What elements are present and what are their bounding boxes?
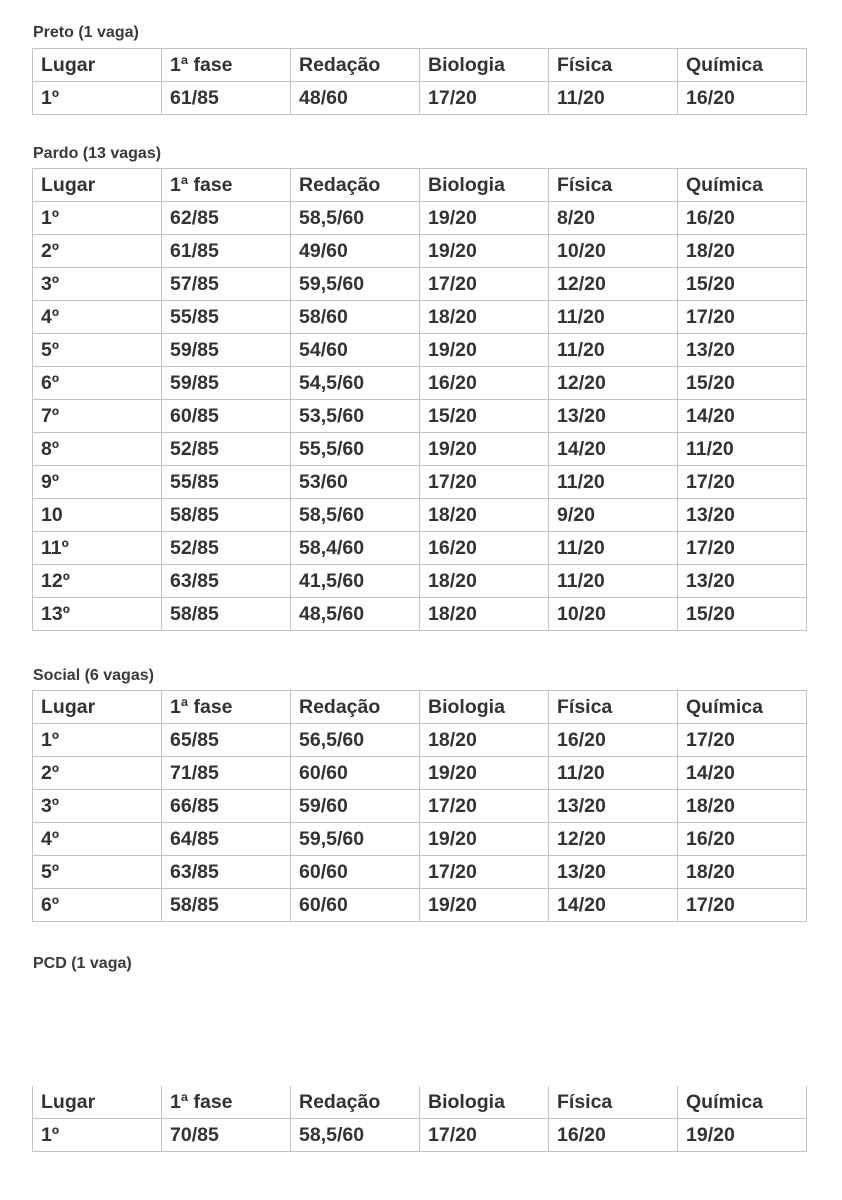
table-cell: 58/85: [162, 499, 291, 532]
table-row: [33, 82, 807, 115]
table-cell: 18/20: [420, 598, 549, 631]
table-cell: 66/85: [162, 790, 291, 823]
table-cell: 58,4/60: [291, 532, 420, 565]
table-cell: 10/20: [549, 235, 678, 268]
table-cell: 14/20: [549, 433, 678, 466]
table-row: [33, 790, 807, 823]
table-cell: 56,5/60: [291, 724, 420, 757]
table-cell: 18/20: [678, 856, 807, 889]
table-header-row: [33, 49, 807, 82]
table-row: [33, 856, 807, 889]
table-cell: 59/85: [162, 367, 291, 400]
table-cell: 19/20: [420, 235, 549, 268]
table-cell: 71/85: [162, 757, 291, 790]
table-cell: 17/20: [420, 466, 549, 499]
table-cell: 53,5/60: [291, 400, 420, 433]
table-cell: 16/20: [420, 532, 549, 565]
table-cell: 59/60: [291, 790, 420, 823]
table-cell: 13/20: [549, 790, 678, 823]
table-cell: 13/20: [549, 856, 678, 889]
table-cell: 63/85: [162, 856, 291, 889]
table-cell: 60/60: [291, 889, 420, 922]
table-cell: 58/85: [162, 889, 291, 922]
column-header: 1ª fase: [162, 169, 291, 202]
section-title-pcd: PCD (1 vaga): [33, 955, 132, 972]
table-cell: 57/85: [162, 268, 291, 301]
table-header-row: [33, 1086, 807, 1119]
table-cell: 16/20: [549, 724, 678, 757]
table-cell: 14/20: [678, 757, 807, 790]
table-cell: 17/20: [420, 856, 549, 889]
table-cell: 1º: [33, 724, 162, 757]
table-cell: 17/20: [678, 724, 807, 757]
table-cell: 2º: [33, 757, 162, 790]
column-header: Física: [549, 691, 678, 724]
table-cell: 13º: [33, 598, 162, 631]
column-header: Química: [678, 49, 807, 82]
table-cell: 18/20: [420, 724, 549, 757]
table-cell: 12/20: [549, 823, 678, 856]
table-cell: 1º: [33, 1119, 162, 1152]
table-row: [33, 301, 807, 334]
section-title-social: Social (6 vagas): [33, 667, 154, 684]
column-header: Biologia: [420, 49, 549, 82]
table-row: [33, 433, 807, 466]
column-header: Química: [678, 169, 807, 202]
table-cell: 65/85: [162, 724, 291, 757]
table-cell: 63/85: [162, 565, 291, 598]
table-cell: 17/20: [678, 532, 807, 565]
table-pardo: [32, 168, 807, 631]
table-cell: 18/20: [420, 565, 549, 598]
table-cell: 19/20: [678, 1119, 807, 1152]
table-cell: 15/20: [678, 268, 807, 301]
table-cell: 17/20: [678, 301, 807, 334]
column-header: Biologia: [420, 169, 549, 202]
table-cell: 15/20: [420, 400, 549, 433]
table-header-row: [33, 691, 807, 724]
table-cell: 18/20: [420, 499, 549, 532]
table-cell: 64/85: [162, 823, 291, 856]
table-row: [33, 367, 807, 400]
table-cell: 8/20: [549, 202, 678, 235]
table-cell: 60/60: [291, 856, 420, 889]
table-cell: 48,5/60: [291, 598, 420, 631]
table-cell: 18/20: [678, 235, 807, 268]
table-cell: 18/20: [678, 790, 807, 823]
table-cell: 19/20: [420, 433, 549, 466]
column-header: Biologia: [420, 1086, 549, 1119]
table-cell: 3º: [33, 790, 162, 823]
table-cell: 16/20: [678, 823, 807, 856]
table-row: [33, 757, 807, 790]
table-row: [33, 499, 807, 532]
table-row: [33, 466, 807, 499]
table-cell: 6º: [33, 367, 162, 400]
table-cell: 16/20: [678, 82, 807, 115]
table-cell: 11/20: [549, 334, 678, 367]
table-row: [33, 889, 807, 922]
table-cell: 61/85: [162, 82, 291, 115]
table-cell: 55,5/60: [291, 433, 420, 466]
table-cell: 41,5/60: [291, 565, 420, 598]
table-cell: 11/20: [549, 82, 678, 115]
section-title-preto: Preto (1 vaga): [33, 24, 139, 41]
table-preto: [32, 48, 807, 115]
table-cell: 15/20: [678, 367, 807, 400]
table-cell: 11/20: [678, 433, 807, 466]
table-cell: 19/20: [420, 823, 549, 856]
table-cell: 59,5/60: [291, 823, 420, 856]
table-cell: 49/60: [291, 235, 420, 268]
table-cell: 14/20: [678, 400, 807, 433]
column-header: Lugar: [33, 691, 162, 724]
table-cell: 17/20: [420, 1119, 549, 1152]
column-header: Lugar: [33, 49, 162, 82]
table-cell: 8º: [33, 433, 162, 466]
table-cell: 58,5/60: [291, 202, 420, 235]
table-cell: 5º: [33, 334, 162, 367]
table-cell: 58,5/60: [291, 499, 420, 532]
table-cell: 58/85: [162, 598, 291, 631]
table-cell: 58,5/60: [291, 1119, 420, 1152]
table-cell: 2º: [33, 235, 162, 268]
table-cell: 55/85: [162, 466, 291, 499]
table-cell: 5º: [33, 856, 162, 889]
table-cell: 19/20: [420, 757, 549, 790]
column-header: Redação: [291, 49, 420, 82]
table-cell: 60/60: [291, 757, 420, 790]
table-row: [33, 565, 807, 598]
table-cell: 11º: [33, 532, 162, 565]
table-cell: 9º: [33, 466, 162, 499]
table-cell: 19/20: [420, 334, 549, 367]
table-cell: 61/85: [162, 235, 291, 268]
table-cell: 13/20: [549, 400, 678, 433]
table-cell: 11/20: [549, 532, 678, 565]
table-cell: 13/20: [678, 565, 807, 598]
table-cell: 19/20: [420, 889, 549, 922]
table-cell: 62/85: [162, 202, 291, 235]
column-header: Redação: [291, 169, 420, 202]
table-cell: 17/20: [678, 466, 807, 499]
table-cell: 13/20: [678, 334, 807, 367]
column-header: Física: [549, 169, 678, 202]
table-cell: 54,5/60: [291, 367, 420, 400]
table-cell: 53/60: [291, 466, 420, 499]
table-cell: 11/20: [549, 757, 678, 790]
table-cell: 60/85: [162, 400, 291, 433]
column-header: 1ª fase: [162, 691, 291, 724]
column-header: Lugar: [33, 1086, 162, 1119]
table-cell: 16/20: [549, 1119, 678, 1152]
table-cell: 54/60: [291, 334, 420, 367]
table-cell: 48/60: [291, 82, 420, 115]
table-cell: 13/20: [678, 499, 807, 532]
table-row: [33, 268, 807, 301]
table-row: [33, 598, 807, 631]
table-cell: 16/20: [678, 202, 807, 235]
table-cell: 16/20: [420, 367, 549, 400]
table-cell: 70/85: [162, 1119, 291, 1152]
table-row: [33, 532, 807, 565]
table-cell: 12/20: [549, 367, 678, 400]
table-cell: 52/85: [162, 433, 291, 466]
table-cell: 11/20: [549, 565, 678, 598]
table-cell: 9/20: [549, 499, 678, 532]
table-cell: 3º: [33, 268, 162, 301]
table-row: [33, 235, 807, 268]
table-cell: 17/20: [420, 268, 549, 301]
table-cell: 4º: [33, 301, 162, 334]
table-cell: 10: [33, 499, 162, 532]
column-header: Física: [549, 1086, 678, 1119]
table-header-row: [33, 169, 807, 202]
column-header: 1ª fase: [162, 49, 291, 82]
column-header: Física: [549, 49, 678, 82]
column-header: Lugar: [33, 169, 162, 202]
column-header: Redação: [291, 1086, 420, 1119]
table-row: [33, 334, 807, 367]
table-cell: 17/20: [420, 790, 549, 823]
table-cell: 18/20: [420, 301, 549, 334]
table-cell: 10/20: [549, 598, 678, 631]
column-header: Química: [678, 691, 807, 724]
table-cell: 7º: [33, 400, 162, 433]
table-cell: 11/20: [549, 301, 678, 334]
column-header: Química: [678, 1086, 807, 1119]
table-cell: 15/20: [678, 598, 807, 631]
table-cell: 1º: [33, 202, 162, 235]
table-row: [33, 400, 807, 433]
table-cell: 19/20: [420, 202, 549, 235]
table-cell: 17/20: [678, 889, 807, 922]
table-cell: 58/60: [291, 301, 420, 334]
table-cell: 17/20: [420, 82, 549, 115]
table-cell: 12º: [33, 565, 162, 598]
column-header: 1ª fase: [162, 1086, 291, 1119]
table-cell: 6º: [33, 889, 162, 922]
table-cell: 55/85: [162, 301, 291, 334]
column-header: Biologia: [420, 691, 549, 724]
table-row: [33, 202, 807, 235]
table-cell: 59/85: [162, 334, 291, 367]
table-cell: 14/20: [549, 889, 678, 922]
table-pcd: [32, 1086, 807, 1152]
table-cell: 11/20: [549, 466, 678, 499]
table-row: [33, 1119, 807, 1152]
table-cell: 59,5/60: [291, 268, 420, 301]
table-cell: 52/85: [162, 532, 291, 565]
table-social: [32, 690, 807, 922]
table-row: [33, 823, 807, 856]
column-header: Redação: [291, 691, 420, 724]
table-cell: 1º: [33, 82, 162, 115]
section-title-pardo: Pardo (13 vagas): [33, 145, 162, 162]
table-cell: 4º: [33, 823, 162, 856]
table-cell: 12/20: [549, 268, 678, 301]
table-row: [33, 724, 807, 757]
